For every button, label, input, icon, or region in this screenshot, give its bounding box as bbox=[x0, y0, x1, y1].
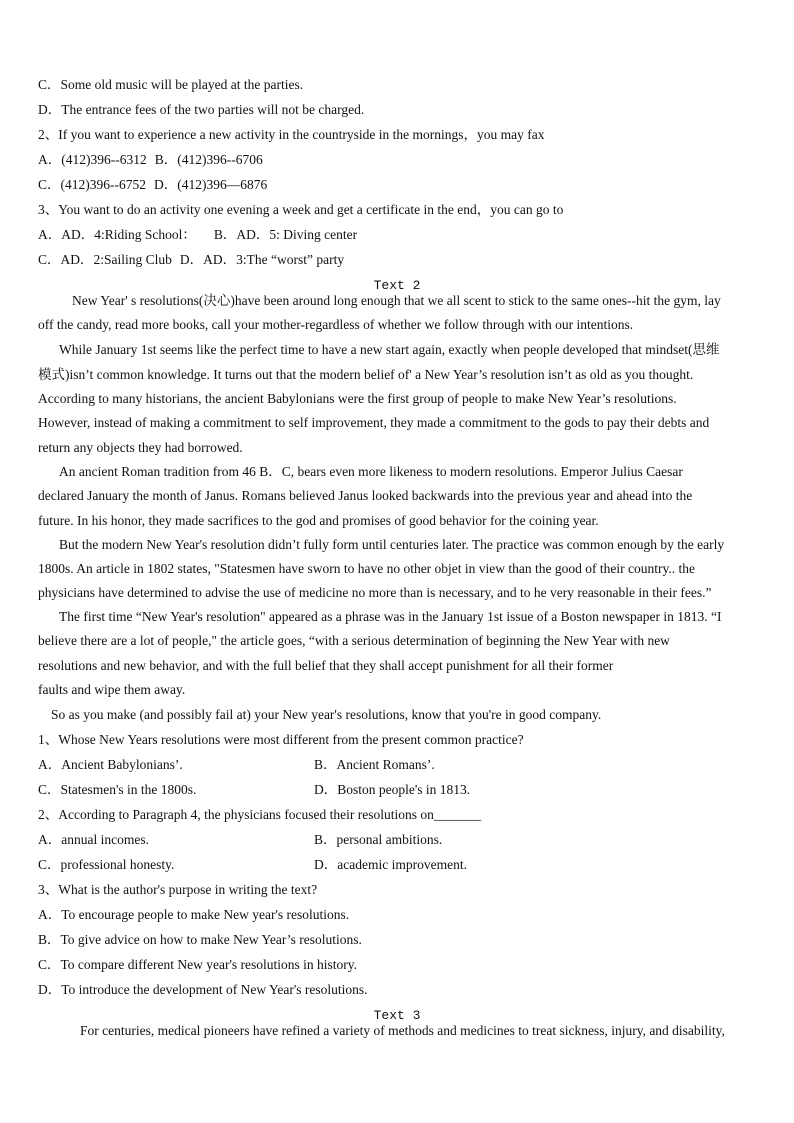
text2-q1-option-d: D．Boston people's in 1813. bbox=[314, 782, 471, 797]
q2-options-row-1 bbox=[38, 151, 263, 169]
passage-line: 模式)isn’t common knowledge. It turns out that the modern belief of' a New Year’s resolution isn’t as old as you thought. bbox=[38, 367, 694, 382]
text2-q1-option-b: B．Ancient Romans’. bbox=[314, 757, 435, 772]
text2-q2-option-d: D．academic improvement. bbox=[314, 857, 467, 872]
text2-q1-option-c: C．Statesmen's in the 1800s. bbox=[38, 782, 197, 797]
q2-options-row-2 bbox=[38, 176, 267, 194]
passage-line: According to many historians, the ancient Babylonians were the first group of people to make New Year’s resolutions. bbox=[38, 391, 677, 406]
q2-option-c: C．(412)396--6752 bbox=[38, 177, 146, 192]
text2-q3-option-c: C．To compare different New year's resolutions in history. bbox=[38, 957, 358, 972]
passage-line: off the candy, read more books, call your mother-regardless of whether we follow through with our intentions. bbox=[38, 317, 634, 332]
option-c: C．Some old music will be played at the parties. bbox=[38, 77, 304, 92]
text2-q3-option-d: D．To introduce the development of New Year's resolutions. bbox=[38, 982, 368, 997]
passage-line: For centuries, medical pioneers have refined a variety of methods and medicines to treat sickness, injury, and disability, bbox=[80, 1023, 725, 1038]
text-3-heading: Text 3 bbox=[373, 1008, 421, 1023]
passage-line: New Year' s resolutions(决心)have been around long enough that we all scent to stick to the same ones--hit the gym, lay bbox=[72, 293, 721, 308]
passage-line: However, instead of making a commitment to self improvement, they made a commitment to the gods to pay their debts and bbox=[38, 415, 710, 430]
passage-line: physicians have determined to advise the use of medicine no more than is necessary, and to he very reasonable in their fees.” bbox=[38, 585, 712, 600]
q2-option-a: A．(412)396--6312 bbox=[38, 152, 147, 167]
text2-question-3: 3、What is the author's purpose in writing the text? bbox=[38, 882, 318, 897]
text-2-heading: Text 2 bbox=[373, 278, 421, 293]
text2-q1-option-a: A．Ancient Babylonians’. bbox=[38, 757, 183, 772]
q3-options-row-1 bbox=[38, 226, 357, 244]
text2-q2-option-a: A．annual incomes. bbox=[38, 832, 149, 847]
passage-line: So as you make (and possibly fail at) your New year's resolutions, know that you're in good company. bbox=[51, 707, 602, 722]
q3-option-d: D．AD．3:The “worst” party bbox=[179, 252, 345, 267]
passage-line: An ancient Roman tradition from 46 B．C, bears even more likeness to modern resolutions. Emperor Julius Caesar bbox=[59, 464, 683, 479]
option-d: D．The entrance fees of the two parties will not be charged. bbox=[38, 102, 365, 117]
passage-line: return any objects they had borrowed. bbox=[38, 440, 243, 455]
passage-line: declared January the month of Janus. Romans believed Janus looked backwards into the previous year and ahead into the bbox=[38, 488, 693, 503]
q2-option-d: D．(412)396—6876 bbox=[154, 177, 268, 192]
text2-q3-option-a: A．To encourage people to make New year's resolutions. bbox=[38, 907, 350, 922]
text2-q2-option-b: B．personal ambitions. bbox=[314, 832, 443, 847]
passage-line: resolutions and new behavior, and with the full belief that they shall accept punishment for all their former bbox=[38, 658, 614, 673]
passage-line: believe there are a lot of people," the article goes, “with a serious determination of beginning the New Year with new bbox=[38, 633, 670, 648]
passage-line: faults and wipe them away. bbox=[38, 682, 186, 697]
q3-option-b: B．AD．5: Diving center bbox=[213, 227, 358, 242]
passage-line: While January 1st seems like the perfect time to have a new start again, exactly when people developed that mindset(思维 bbox=[59, 342, 720, 357]
passage-line: future. In his honor, they made sacrifices to the god and promises of good behavior for the coining year. bbox=[38, 513, 599, 528]
question-2: 2、If you want to experience a new activity in the countryside in the mornings，you may fax bbox=[38, 127, 545, 142]
q2-option-b: B．(412)396--6706 bbox=[154, 152, 263, 167]
text2-q3-option-b: B．To give advice on how to make New Year’s resolutions. bbox=[38, 932, 362, 947]
passage-line: But the modern New Year's resolution didn’t fully form until centuries later. The practice was common enough by the early bbox=[59, 537, 725, 552]
q3-option-c: C．AD．2:Sailing Club bbox=[38, 252, 172, 267]
q3-options-row-2 bbox=[38, 251, 344, 269]
text2-question-2: 2、According to Paragraph 4, the physicians focused their resolutions on_______ bbox=[38, 807, 482, 822]
passage-line: The first time “New Year's resolution" appeared as a phrase was in the January 1st issue of a Boston newspaper in 1813. “I bbox=[59, 609, 722, 624]
text2-question-1: 1、Whose New Years resolutions were most different from the present common practice? bbox=[38, 732, 524, 747]
passage-line: 1800s. An article in 1802 states, "Statesmen have sworn to have no other objet in view than the good of their country.. the bbox=[38, 561, 695, 576]
text2-q2-option-c: C．professional honesty. bbox=[38, 857, 175, 872]
q3-option-a: A．AD．4:Riding School： bbox=[38, 227, 196, 242]
question-3: 3、You want to do an activity one evening a week and get a certificate in the end，you can go to bbox=[38, 202, 564, 217]
